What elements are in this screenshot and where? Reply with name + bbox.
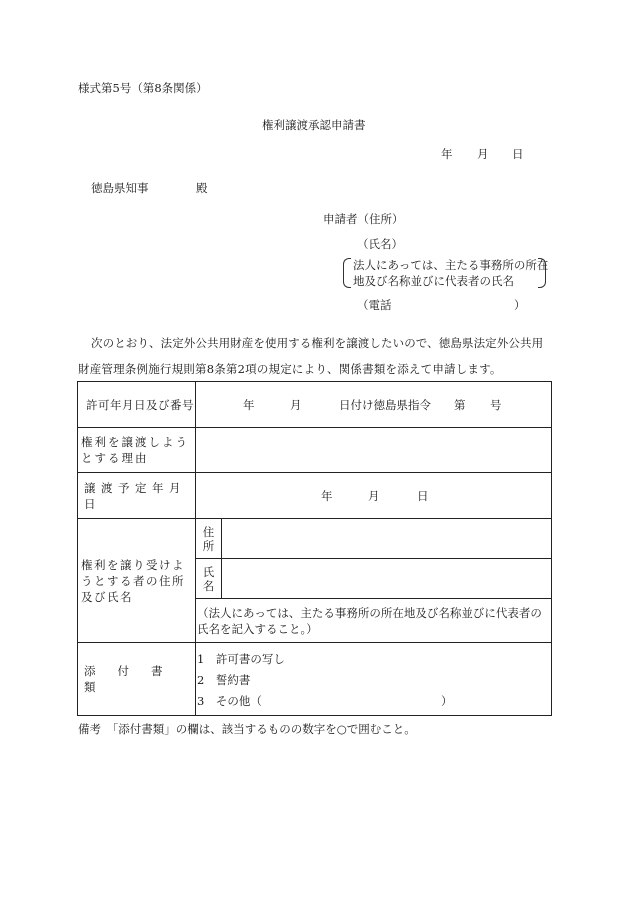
form-number: 様式第5号（第8条関係） (78, 81, 208, 95)
transferee-label: 権利を譲り受けようとする者の住所及び氏名 (81, 557, 185, 604)
attachments-label: 添付書類 (84, 664, 185, 694)
phone-label: （電話 (357, 298, 392, 312)
attachment-item-3[interactable]: 3 その他（ (197, 694, 262, 708)
applicant-address-label: 申請者（住所） (323, 212, 404, 226)
reason-label: 権利を譲渡しようとする理由 (81, 435, 189, 465)
permit-label: 許可年月日及び番号 (86, 397, 194, 412)
attachments-label-cell (78, 643, 196, 716)
name-label-cell (196, 559, 222, 599)
corporate-note-line-2: 地及び名称並びに代表者の氏名 (353, 274, 514, 288)
reason-label-cell (78, 428, 196, 473)
left-bracket (343, 258, 351, 288)
transferee-note-cell (196, 599, 552, 643)
phone-close: ） (514, 298, 526, 312)
transfer-date-value-cell[interactable] (196, 473, 552, 519)
permit-date-suffix: 日付け徳島県指令 (339, 398, 431, 412)
permit-month: 月 (290, 398, 302, 412)
attachment-item-3-close: ） (441, 694, 453, 708)
table-row-transferee-address (78, 519, 552, 559)
transfer-date-label: 譲渡予定年月日 (84, 480, 186, 511)
addressee-name: 徳島県知事 (91, 181, 149, 195)
transferee-name-value[interactable] (222, 559, 552, 599)
permit-dai: 第 (454, 398, 466, 412)
table-row-reason (78, 428, 552, 473)
transfer-year: 年 (321, 489, 333, 503)
table-row-transfer-date (78, 473, 552, 519)
attachment-item-2[interactable]: 2 誓約書 (197, 673, 251, 687)
permit-value-cell[interactable] (196, 382, 552, 428)
permit-label-cell (78, 382, 196, 428)
corporate-note-line-1: 法人にあっては、主たる事務所の所在 (353, 258, 549, 272)
attachment-item-1[interactable]: 1 許可書の写し (197, 652, 285, 666)
permit-go: 号 (490, 398, 502, 412)
table-row-permit (78, 382, 552, 428)
body-text-line-2: 財産管理条例施行規則第8条第2項の規定により、関係書類を添えて申請します。 (78, 362, 502, 376)
address-label: 住所 (202, 524, 215, 553)
addressee-honorific: 殿 (196, 181, 208, 195)
transferee-note: （法人にあっては、主たる事務所の所在地及び名称並びに代表者の氏名を記入すること。） (197, 605, 542, 636)
date-month: 月 (477, 147, 489, 161)
date-year: 年 (441, 147, 453, 161)
applicant-name-label: （氏名） (357, 237, 403, 251)
application-table (77, 381, 552, 716)
page-title: 権利譲渡承認申請書 (262, 118, 366, 132)
date-day: 日 (512, 147, 524, 161)
reason-value-cell[interactable] (196, 428, 552, 473)
attachments-list-cell (196, 643, 552, 716)
remark: 備考 「添付書類」の欄は、該当するものの数字を○で囲むこと。 (78, 722, 416, 736)
transfer-date-label-cell (78, 473, 196, 519)
address-label-cell (196, 519, 222, 559)
transfer-day: 日 (417, 489, 429, 503)
transfer-month: 月 (368, 489, 380, 503)
transferee-address-value[interactable] (222, 519, 552, 559)
name-label: 氏名 (202, 564, 215, 593)
body-text-line-1: 次のとおり、法定外公共用財産を使用する権利を譲渡したいので、徳島県法定外公共用 (91, 336, 544, 350)
transferee-label-cell (78, 519, 196, 643)
permit-year: 年 (243, 398, 255, 412)
table-row-attachments (78, 643, 552, 716)
